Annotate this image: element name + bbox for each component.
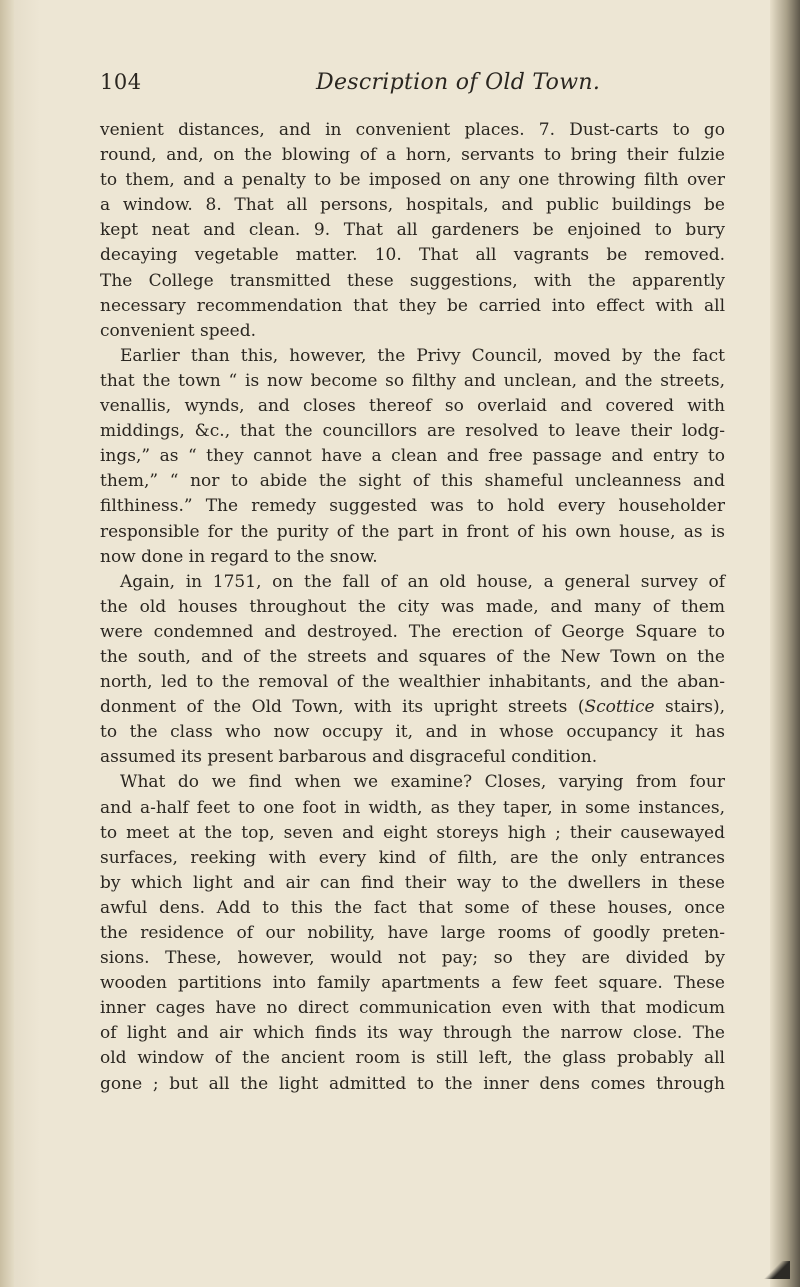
text-line: north, led to the removal of the wealthier inhabitants, and the aban- <box>100 672 725 693</box>
text-line: to them, and a penalty to be imposed on any one throwing filth over <box>100 170 725 191</box>
text-line: to meet at the top, seven and eight storeys high ; their causewayed <box>100 822 725 843</box>
text-line: ings,” as “ they cannot have a clean and free passage and entry to <box>100 446 725 467</box>
text-line: the old houses throughout the city was made, and many of them <box>100 596 725 617</box>
text-line: surfaces, reeking with every kind of filth, are the only entrances <box>100 847 725 868</box>
italic-word: Scottice <box>584 697 655 718</box>
text-line: middings, &c., that the councillors are resolved to leave their lodg- <box>100 421 725 442</box>
text-line: now done in regard to the snow. <box>100 546 378 567</box>
text-line: and a-half feet to one foot in width, as they taper, in some instances, <box>100 797 725 818</box>
text-line: donment of the Old Town, with its upright streets (Scottice stairs), <box>100 697 725 718</box>
text-line: gone ; but all the light admitted to the inner dens comes through <box>100 1073 725 1094</box>
page-number: 104 <box>100 70 142 94</box>
text-line: The College transmitted these suggestions, with the apparently <box>100 270 725 291</box>
text-line: kept neat and clean. 9. That all gardeners be enjoined to bury <box>100 220 725 241</box>
text-line: filthiness.” The remedy suggested was to hold every householder <box>100 496 725 517</box>
text-line: necessary recommendation that they be carried into effect with all <box>100 295 725 316</box>
page-corner-shadow <box>764 1261 790 1279</box>
text-line: assumed its present barbarous and disgraceful condition. <box>100 747 598 768</box>
text-line: old window of the ancient room is still left, the glass probably all <box>100 1048 725 1069</box>
body-text <box>100 118 725 1097</box>
text-line: the residence of our nobility, have large rooms of goodly preten- <box>100 923 725 943</box>
page-gutter-shadow <box>0 0 14 1287</box>
text-line: that the town “ is now become so filthy and unclean, and the streets, <box>100 370 725 391</box>
text-line: a window. 8. That all persons, hospitals, and public buildings be <box>100 195 725 216</box>
text-line: Earlier than this, however, the Privy Council, moved by the fact <box>120 345 725 366</box>
text-line: them,” “ nor to abide the sight of this shameful uncleanness and <box>100 471 725 492</box>
text-line: convenient speed. <box>100 320 257 341</box>
text-line: of light and air which finds its way through the narrow close. The <box>100 1023 725 1044</box>
text-line: to the class who now occupy it, and in whose occupancy it has <box>100 722 725 743</box>
text-line: responsible for the purity of the part in front of his own house, as is <box>100 521 725 542</box>
page-edge-shadow <box>770 0 800 1287</box>
text-line: Again, in 1751, on the fall of an old house, a general survey of <box>120 571 725 592</box>
running-head <box>100 70 720 100</box>
text-line: wooden partitions into family apartments a few feet square. These <box>100 973 725 994</box>
text-line: venient distances, and in convenient places. 7. Dust-carts to go <box>100 120 725 140</box>
text-line: venallis, wynds, and closes thereof so overlaid and covered with <box>100 396 725 417</box>
text-line: the south, and of the streets and squares of the New Town on the <box>100 646 725 667</box>
text-line: inner cages have no direct communication even with that modicum <box>100 998 725 1019</box>
text-line: awful dens. Add to this the fact that some of these houses, once <box>100 897 725 918</box>
text-line: sions. These, however, would not pay; so they are divided by <box>100 948 725 969</box>
text-line: decaying vegetable matter. 10. That all vagrants be removed. <box>100 245 725 266</box>
text-line: round, and, on the blowing of a horn, servants to bring their fulzie <box>100 145 725 166</box>
text-line: by which light and air can find their way to the dwellers in these <box>100 872 725 893</box>
text-line: were condemned and destroyed. The erection of George Square to <box>100 621 725 642</box>
text-line: What do we find when we examine? Closes, varying from four <box>120 772 725 793</box>
running-title: Description of Old Town. <box>316 70 601 95</box>
